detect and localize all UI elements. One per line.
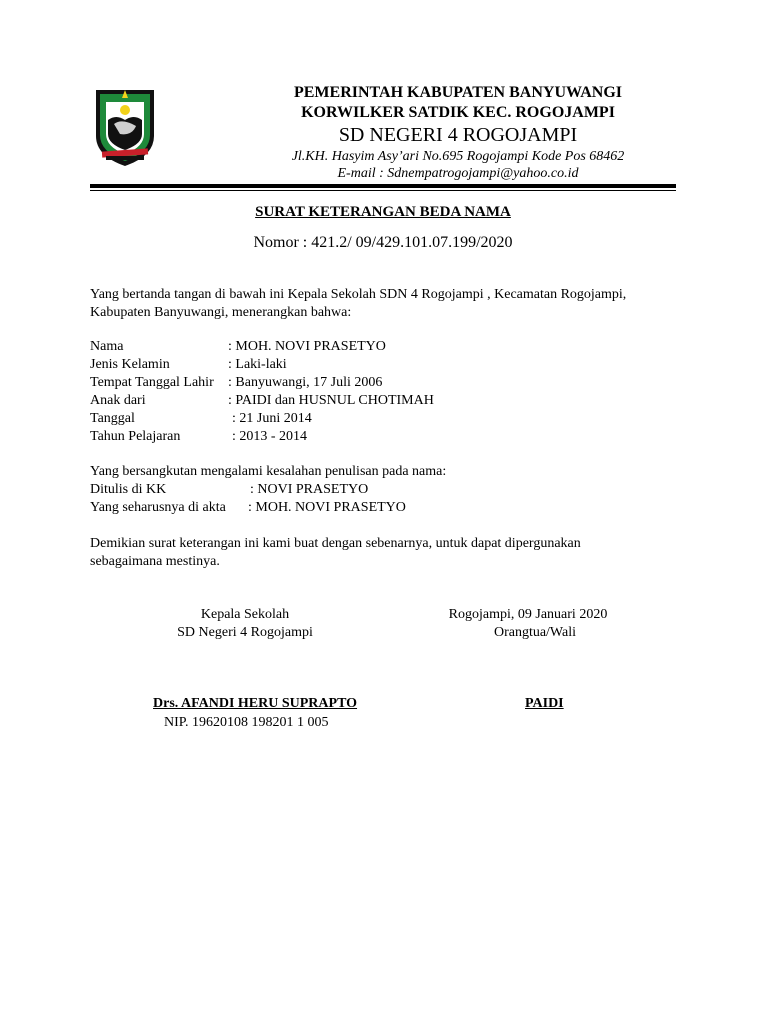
kop-email: E-mail : Sdnempatrogojampi@yahoo.co.id (337, 166, 579, 181)
left-signature-role-2: SD Negeri 4 Rogojampi (177, 625, 313, 640)
field-label-tahun-pelajaran: Tahun Pelajaran (90, 429, 181, 444)
left-signature-role-1: Kepala Sekolah (200, 607, 290, 622)
kop-school-name: SD NEGERI 4 ROGOJAMPI (338, 124, 578, 146)
right-signature-place-date: Rogojampi, 09 Januari 2020 (448, 607, 608, 622)
kk-name-value: : NOVI PRASETYO (250, 482, 369, 497)
header-divider-thick (90, 184, 676, 188)
field-label-nama: Nama (90, 339, 124, 354)
intro-line-2: Kabupaten Banyuwangi, menerangkan bahwa: (90, 305, 352, 320)
field-label-tanggal: Tanggal (90, 411, 135, 426)
field-label-jenis-kelamin: Jenis Kelamin (90, 357, 170, 372)
akta-name-value: : MOH. NOVI PRASETYO (248, 500, 406, 515)
intro-line-1: Yang bertanda tangan di bawah ini Kepala Sekolah SDN 4 Rogojampi , Kecamatan Rogojampi, (90, 287, 627, 302)
banyuwangi-emblem-icon (92, 84, 158, 168)
field-value-jenis-kelamin: : Laki-laki (228, 357, 287, 372)
field-value-tanggal: : 21 Juni 2014 (232, 411, 312, 426)
kop-office-name: KORWILKER SATDIK KEC. ROGOJAMPI (301, 104, 615, 121)
field-value-tahun-pelajaran: : 2013 - 2014 (232, 429, 308, 444)
letter-number: Nomor : 421.2/ 09/429.101.07.199/2020 (253, 234, 513, 251)
left-signature-name: Drs. AFANDI HERU SUPRAPTO (153, 696, 358, 711)
error-intro: Yang bersangkutan mengalami kesalahan penulisan pada nama: (90, 464, 447, 479)
right-signature-role: Orangtua/Wali (493, 625, 577, 640)
field-value-nama: : MOH. NOVI PRASETYO (228, 339, 386, 354)
field-label-ttl: Tempat Tanggal Lahir (90, 375, 214, 390)
closing-line-2: sebagaimana mestinya. (90, 554, 220, 569)
field-value-ttl: : Banyuwangi, 17 Juli 2006 (228, 375, 383, 390)
akta-name-label: Yang seharusnya di akta (90, 500, 226, 515)
right-signature-name: PAIDI (525, 696, 564, 711)
field-value-anak-dari: : PAIDI dan HUSNUL CHOTIMAH (228, 393, 434, 408)
kop-government-name: PEMERINTAH KABUPATEN BANYUWANGI (293, 84, 622, 101)
kk-name-label: Ditulis di KK (90, 482, 167, 497)
field-label-anak-dari: Anak dari (90, 393, 146, 408)
header-divider-thin (90, 190, 676, 191)
closing-line-1: Demikian surat keterangan ini kami buat dengan sebenarnya, untuk dapat dipergunakan (90, 536, 581, 551)
left-signature-nip: NIP. 19620108 198201 1 005 (164, 715, 329, 730)
kop-address: Jl.KH. Hasyim Asy’ari No.695 Rogojampi Kode Pos 68462 (291, 149, 625, 164)
letter-title: SURAT KETERANGAN BEDA NAMA (255, 204, 511, 220)
